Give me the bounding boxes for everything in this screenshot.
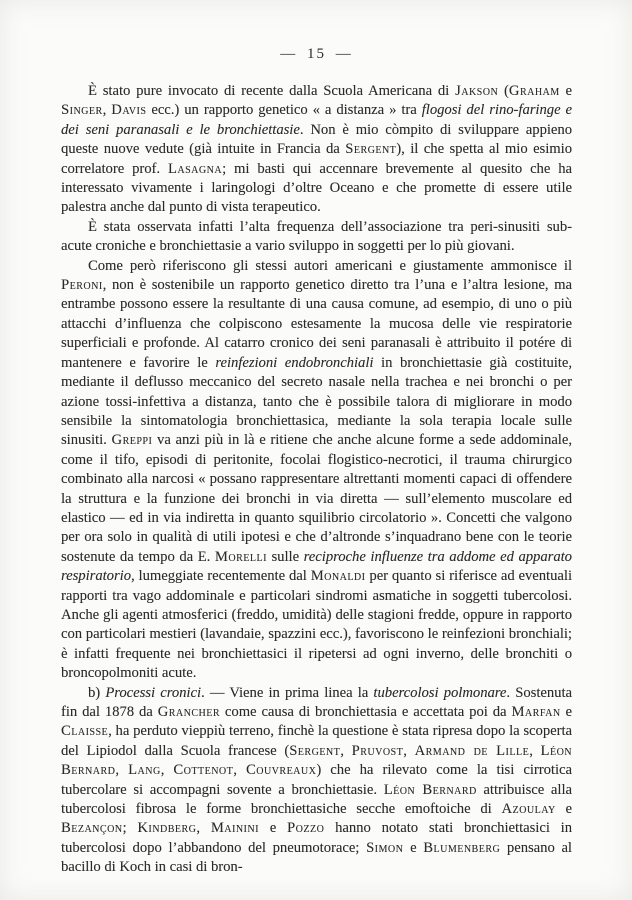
author-name: Jakson [455,83,499,99]
author-name: Mainini [210,820,259,837]
page-number: — 15 — [280,46,353,62]
text-segment: va anzi più in là e ritiene che anche alcune forme a sede addominale, come il tifo, episodi di peritonite, focolai flogistico-necrotici, il trauma chirurgico combinato alla narcosi « possano rappresentare altrettanti momenti capaci di offendere la struttura e la funzione dei bronchi in via diretta — sull’elemento muscolare ed elastico — ed in via indiretta in quanto squilibrio circolatorio ». Concetti che valgono per ora solo in qualità di utili ipotesi e che d’altronde s’inquadrano bene con le teorie sostenute da tempo da E. [61,432,572,565]
text-segment: e [559,83,572,99]
text-segment: come causa di bronchiettasia e accettata poi da [220,704,512,720]
text-segment: , non è sostenibile un rapporto genetico diretto tra l’una e l’altra lesione, ma entrambe possono essere la resultante di una causa comune, ad esempio, di uno o più attacchi d’influenza che colpiscono estesamente la mucosa delle vie respiratorie superficiali e profonde. Al catarro cronico dei seni paranasali è attribuito il potére di mantenere e favorire le [61,277,572,371]
paragraph [61,684,572,878]
text-segment: Come però riferiscono gli stessi autori americani e giustamente ammonisce il [88,257,572,274]
text-segment: pensano al bacillo di Koch in casi di bron- [61,839,572,876]
text-segment: tubercolosi polmonare [373,684,507,701]
text-segment: , [160,762,174,779]
text-segment: in bronchiettasie già costituite, mediante il deflusso meccanico del secreto nasale nella trachea e nei bronchi o per azione tossi-infettiva a distanza, tanto che è possibile talora di migliorare in modo sensibile la sintomatologia bronchiettasica, mediante la sola terapia locale sulle sinusiti. [61,354,572,449]
author-name: Grancher [157,704,221,720]
text-segment: sulle [266,548,304,565]
text-segment: attribuisce alla tubercolosi fibrosa le forme bronchiettasiche secche emoftoiche di [61,781,572,818]
text-segment: , [115,762,129,779]
text-segment: reinfezioni endobronchiali [215,354,374,371]
author-name: Kindberg [137,820,197,837]
paragraph [61,257,572,684]
author-name: Singer [61,102,103,119]
text-segment: ; mi basti qui accennare brevemente al quesito che ha interessato vivamente i laringologi d’oltre Oceano e che promette di essere utile palestra anche dal punto di vista terapeutico. [61,160,572,216]
page-body [61,82,572,878]
text-segment: b) [88,684,106,701]
author-name: Simon [366,839,404,856]
paragraph [61,82,572,218]
author-name: Blumenberg [423,839,501,856]
text-segment: e [560,704,572,720]
author-name: Azoulay [501,801,556,818]
text-segment: , [102,102,112,119]
author-name: Pozzo [287,820,325,837]
text-segment: ( [498,83,509,99]
author-name: Greppi [111,432,153,449]
text-segment: . Sostenuta fin dal 1878 da [61,684,572,720]
author-name: Graham [508,83,560,99]
text-segment: hanno notato stati bronchiettasici in tubercolosi dopo l’abbandono del pneumotorace; [61,820,573,856]
text-segment: flogosi del rino-faringe e dei seni paranasali e le bronchiettasie [61,102,572,138]
paragraph [61,218,572,257]
author-name: Peroni [61,277,103,294]
text-segment: ), il che spetta al mio esimio correlatore prof. [61,141,572,177]
author-name: Monaldi [310,568,366,585]
author-name: Morelli [214,548,267,565]
author-name: Claisse [61,723,109,740]
text-segment: , [340,742,352,759]
text-segment: , lumeggiate recentemente dal [131,568,311,585]
text-segment: , [233,762,246,779]
text-segment: È stato pure invocato di recente dalla Scuola Americana di [88,83,456,99]
text-segment: reciproche influenze tra addome ed apparato respiratorio [61,548,572,585]
text-segment: ; [122,820,138,837]
text-segment: . — Viene in prima linea la [201,684,374,701]
text-segment: e [258,820,288,837]
author-name: Bezançon [61,820,123,837]
text-segment: ) che ha rilevato come la tisi cirrotica tubercolare si accompagni sovente a bronchiettasie. [61,762,572,798]
text-segment: e [403,839,424,856]
author-name: Sergent [289,742,341,759]
text-segment: , ha perduto vieppiù terreno, finchè la questione è stata ripresa dopo la scoperta del Lipiodol dalla Scuola francese ( [61,723,572,759]
text-segment: ecc.) un rapporto genetico « a distanza » tra [146,102,422,119]
text-segment: Processi cronici [105,684,202,701]
author-name: Marfan [511,704,561,720]
author-name: Cottenot [173,762,234,779]
author-name: Armand de Lille [414,742,530,759]
author-name: Pruvost [351,742,404,759]
text-segment: È stata osservata infatti l’alta frequenza dell’associazione tra peri-sinusiti sub-acute croniche e bronchiettasie a vario sviluppo in soggetti per lo più giovani. [61,218,572,255]
text-segment: . Non è mio còmpito di sviluppare appieno queste nuove vedute (già intuite in Francia da [61,121,573,158]
author-name: Léon Bernard [61,742,573,779]
text-segment: , [403,742,415,759]
text-segment: e [555,801,572,818]
author-name: Davis [111,102,147,119]
author-name: Couvreaux [246,762,317,779]
author-name: Lasagna [167,160,223,177]
text-segment: per quanto si riferisce ad eventuali rapporti tra vago addominale e particolari sindromi asmatiche in soggetti tubercolosi. Anche gli agenti atmosferici (freddo, umidità) delle stagioni fredde, oppure in rapporto con particolari mestieri (lavandaie, spazzini ecc.), favoriscono le reinfezioni bronchiali; è infatti frequente nei bronchiettasici il ripetersi ad ogni inverno, delle bronchiti o broncopolmoniti acute. [61,568,572,682]
author-name: Léon Bernard [383,781,477,798]
author-name: Sergent [345,141,397,158]
text-segment: , [196,820,211,837]
author-name: Lang [128,762,161,779]
text-segment: , [529,742,541,759]
